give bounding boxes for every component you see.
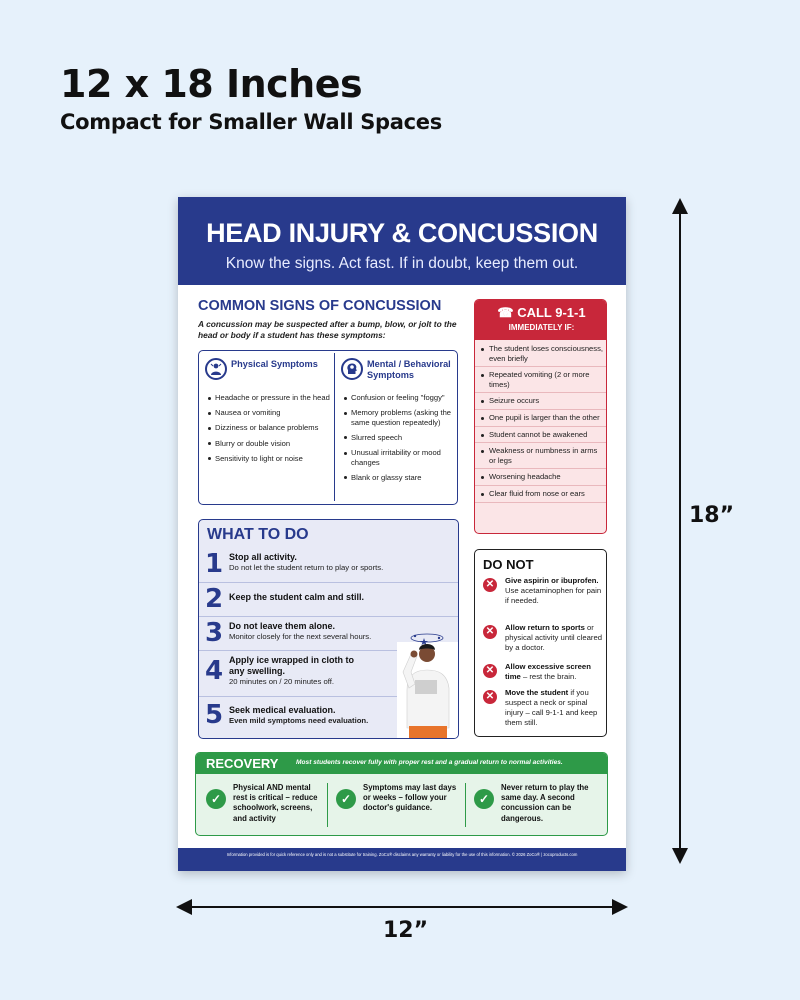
- list-item: The student loses consciousness, even briefly: [475, 341, 607, 367]
- call-911-title-text: CALL 9-1-1: [517, 305, 586, 320]
- do-not-bold: Give aspirin or ibuprofen.: [505, 576, 599, 585]
- poster: [178, 197, 626, 871]
- do-not-text: [505, 623, 605, 653]
- step-text: [229, 552, 429, 573]
- step-heading: Seek medical evaluation.: [229, 705, 336, 715]
- dizzy-student-illustration: [397, 632, 459, 738]
- list-item: Memory problems (asking the same question repeatedly): [343, 408, 456, 427]
- physical-heading: Physical Symptoms: [231, 359, 318, 369]
- x-icon: ✕: [483, 690, 497, 704]
- do-not-bold: Allow excessive screen time: [505, 662, 591, 681]
- phone-icon: ☎: [497, 305, 518, 320]
- call-911-list: [475, 341, 607, 503]
- list-item: One pupil is larger than the other: [475, 410, 607, 427]
- poster-banner: [178, 197, 626, 285]
- poster-footer: Information provided is for quick reference only and is not a substitute for training. ZoCo® disclaims any warranty or liability for the use of this information. © 2026 ZoCo® | zocoproducts.com: [178, 848, 626, 871]
- recovery-tagline: Most students recover fully with proper rest and a gradual return to normal activities.: [296, 759, 563, 766]
- do-not-text: [505, 688, 605, 728]
- step-number: 1: [205, 549, 224, 579]
- divider: [334, 353, 335, 501]
- do-not-rest: if you suspect a neck or spinal injury – call 9-1-1 and keep them still.: [505, 688, 598, 727]
- check-icon: ✓: [206, 789, 226, 809]
- list-item: Slurred speech: [343, 433, 456, 443]
- poster-title: HEAD INJURY & CONCUSSION: [206, 218, 598, 248]
- divider: [465, 783, 466, 827]
- recovery-text: Physical AND mental rest is critical – reduce schoolwork, screens, and activity: [233, 783, 318, 823]
- call-911-header: [475, 300, 607, 340]
- arrow-right-icon: [612, 899, 628, 915]
- recovery-item: [206, 779, 326, 831]
- check-icon: ✓: [474, 789, 494, 809]
- do-not-rest: Use acetaminophen for pain if needed.: [505, 586, 602, 605]
- recovery-text: Never return to play the same day. A second concussion can be dangerous.: [501, 783, 589, 823]
- signs-title: COMMON SIGNS OF CONCUSSION: [198, 298, 442, 314]
- check-icon: ✓: [336, 789, 356, 809]
- list-item: Unusual irritability or mood changes: [343, 448, 456, 467]
- step-text: [229, 655, 364, 687]
- list-item: Headache or pressure in the head: [207, 393, 330, 403]
- x-icon: ✕: [483, 625, 497, 639]
- step-text: [229, 705, 394, 726]
- step-body: Even mild symptoms need evaluation.: [229, 716, 369, 725]
- body-icon: [205, 358, 227, 380]
- do-not-bold: Move the student: [505, 688, 569, 697]
- call-911-title: [475, 305, 607, 321]
- list-item: Worsening headache: [475, 469, 607, 486]
- step-1: [199, 548, 459, 584]
- do-not-rest: or physical activity until cleared by a doctor.: [505, 623, 602, 652]
- step-body: Monitor closely for the next several hours.: [229, 632, 372, 641]
- step-heading: Apply ice wrapped in cloth to any swelling.: [229, 655, 355, 676]
- list-item: Blank or glassy stare: [343, 473, 456, 483]
- do-not-title: DO NOT: [483, 557, 534, 572]
- recovery-header: [196, 753, 608, 774]
- call-911-subtitle: IMMEDIATELY IF:: [508, 323, 575, 332]
- what-to-do-title: WHAT TO DO: [207, 526, 309, 543]
- recovery-item: [336, 779, 461, 831]
- signs-description: A concussion may be suspected after a bump, blow, or jolt to the head or body if a student has these symptoms:: [198, 319, 457, 340]
- step-number: 4: [205, 656, 224, 686]
- step-number: 2: [205, 584, 224, 614]
- poster-tagline: Know the signs. Act fast. If in doubt, keep them out.: [225, 255, 579, 272]
- step-heading: Stop all activity.: [229, 552, 297, 562]
- height-dimension-line: [679, 206, 681, 854]
- step-body: 20 minutes on / 20 minutes off.: [229, 677, 334, 686]
- arrow-down-icon: [672, 848, 688, 864]
- do-not-text: [505, 576, 605, 606]
- list-item: Seizure occurs: [475, 393, 607, 410]
- recovery-box: [195, 752, 608, 836]
- mental-header: [341, 358, 461, 386]
- do-not-text: [505, 662, 605, 682]
- mental-heading: Mental / Behavioral Symptoms: [367, 359, 451, 380]
- step-heading: Do not leave them alone.: [229, 621, 336, 631]
- recovery-text: Symptoms may last days or weeks – follow your doctor's guidance.: [363, 783, 457, 813]
- list-item: Blurry or double vision: [207, 439, 330, 449]
- do-not-bold: Allow return to sports: [505, 623, 585, 632]
- recovery-item: [474, 779, 604, 831]
- call-911-box: [474, 299, 607, 534]
- do-not-box: [474, 549, 607, 737]
- physical-list: [207, 393, 330, 469]
- list-item: Clear fluid from nose or ears: [475, 486, 607, 503]
- page-title: 12 x 18 Inches: [60, 62, 363, 106]
- symptoms-box: [198, 350, 458, 505]
- step-number: 5: [205, 700, 224, 730]
- list-item: Nausea or vomiting: [207, 408, 330, 418]
- what-to-do-box: [198, 519, 459, 739]
- width-label: 12”: [383, 918, 429, 943]
- list-item: Weakness or numbness in arms or legs: [475, 443, 607, 469]
- step-body: Do not let the student return to play or sports.: [229, 563, 384, 572]
- physical-header: [205, 358, 325, 386]
- x-icon: ✕: [483, 664, 497, 678]
- head-brain-icon: [341, 358, 363, 380]
- x-icon: ✕: [483, 578, 497, 592]
- do-not-rest: – rest the brain.: [520, 672, 577, 681]
- list-item: Repeated vomiting (2 or more times): [475, 367, 607, 393]
- list-item: Sensitivity to light or noise: [207, 454, 330, 464]
- mental-list: [343, 393, 456, 488]
- page-subtitle: Compact for Smaller Wall Spaces: [60, 110, 442, 134]
- list-item: Student cannot be awakened: [475, 427, 607, 444]
- width-dimension-line: [184, 906, 620, 908]
- list-item: Dizziness or balance problems: [207, 423, 330, 433]
- step-number: 3: [205, 618, 224, 648]
- list-item: Confusion or feeling "foggy": [343, 393, 456, 403]
- divider: [327, 783, 328, 827]
- step-text: [229, 592, 429, 603]
- height-label: 18”: [689, 503, 735, 528]
- step-2: [199, 582, 459, 618]
- step-heading: Keep the student calm and still.: [229, 592, 365, 602]
- recovery-title: RECOVERY: [206, 756, 279, 771]
